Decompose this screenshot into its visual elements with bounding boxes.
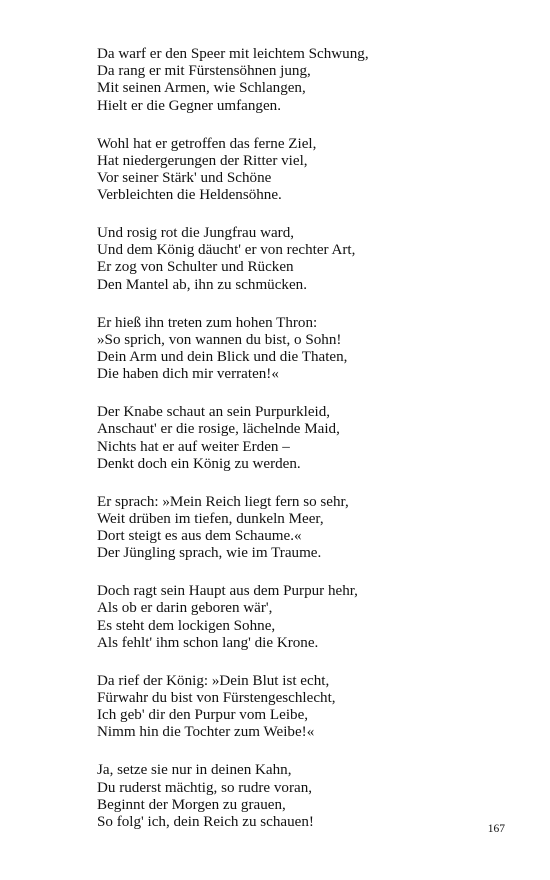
verse-line: »So sprich, von wannen du bist, o Sohn! (97, 331, 342, 348)
verse-line: Ja, setze sie nur in deinen Kahn, (97, 762, 292, 779)
verse-line: Dort steigt es aus dem Schaume.« (97, 528, 302, 545)
verse-line: Und dem König däucht' er von rechter Art, (97, 242, 356, 259)
verse-line: Da rang er mit Fürstensöhnen jung, (97, 63, 311, 80)
verse-line: Der Knabe schaut an sein Purpurkleid, (97, 404, 331, 421)
verse-line: Da warf er den Speer mit leichtem Schwung, (97, 46, 369, 62)
stanza (97, 404, 517, 473)
verse-line: Dein Arm und dein Blick und die Thaten, (97, 349, 348, 366)
verse-line: Er hieß ihn treten zum hohen Thron: (97, 314, 318, 331)
verse-line: Der Jüngling sprach, wie im Traume. (97, 545, 322, 562)
stanza (97, 46, 517, 115)
stanza (97, 315, 517, 384)
stanza (97, 494, 517, 563)
verse-line: Vor seiner Stärk' und Schöne (97, 169, 272, 186)
page-number: 167 (487, 823, 505, 835)
verse-line: Weit drüben im tiefen, dunkeln Meer, (97, 510, 324, 527)
verse-line: Da rief der König: »Dein Blut ist echt, (97, 672, 330, 689)
verse-line: Nimm hin die Tochter zum Weibe!« (97, 724, 315, 741)
verse-line: Er sprach: »Mein Reich liegt fern so sehr, (97, 493, 349, 510)
verse-line: Den Mantel ab, ihn zu schmücken. (97, 276, 307, 293)
verse-line: Denkt doch ein König zu werden. (97, 455, 301, 472)
verse-line: Fürwahr du bist von Fürstengeschlecht, (97, 690, 336, 707)
stanza (97, 762, 517, 831)
verse-line: Als fehlt' ihm schon lang' die Krone. (97, 634, 319, 651)
verse-line: Wohl hat er getroffen das ferne Ziel, (97, 135, 317, 152)
verse-line: Und rosig rot die Jungfrau ward, (97, 225, 295, 242)
stanza (97, 225, 517, 294)
verse-line: Du ruderst mächtig, so rudre voran, (97, 779, 313, 796)
verse-line: Nichts hat er auf weiter Erden – (97, 438, 290, 455)
verse-line: Verbleichten die Heldensöhne. (97, 187, 282, 204)
verse-line: Ich geb' dir den Purpur vom Leibe, (97, 707, 309, 724)
stanza (97, 583, 517, 652)
stanza (97, 136, 517, 205)
verse-line: Beginnt der Morgen zu grauen, (97, 796, 286, 813)
verse-line: Mit seinen Armen, wie Schlangen, (97, 80, 306, 97)
stanza (97, 673, 517, 742)
verse-line: Hielt er die Gegner umfangen. (97, 97, 281, 114)
verse-line: So folg' ich, dein Reich zu schauen! (97, 813, 314, 830)
poem-text (97, 46, 517, 852)
verse-line: Die haben dich mir verraten!« (97, 366, 279, 383)
verse-line: Er zog von Schulter und Rücken (97, 259, 294, 276)
verse-line: Es steht dem lockigen Sohne, (97, 617, 276, 634)
verse-line: Doch ragt sein Haupt aus dem Purpur hehr, (97, 583, 358, 600)
verse-line: Anschaut' er die rosige, lächelnde Maid, (97, 421, 340, 438)
verse-line: Hat niedergerungen der Ritter viel, (97, 152, 308, 169)
verse-line: Als ob er darin geboren wär', (97, 600, 273, 617)
